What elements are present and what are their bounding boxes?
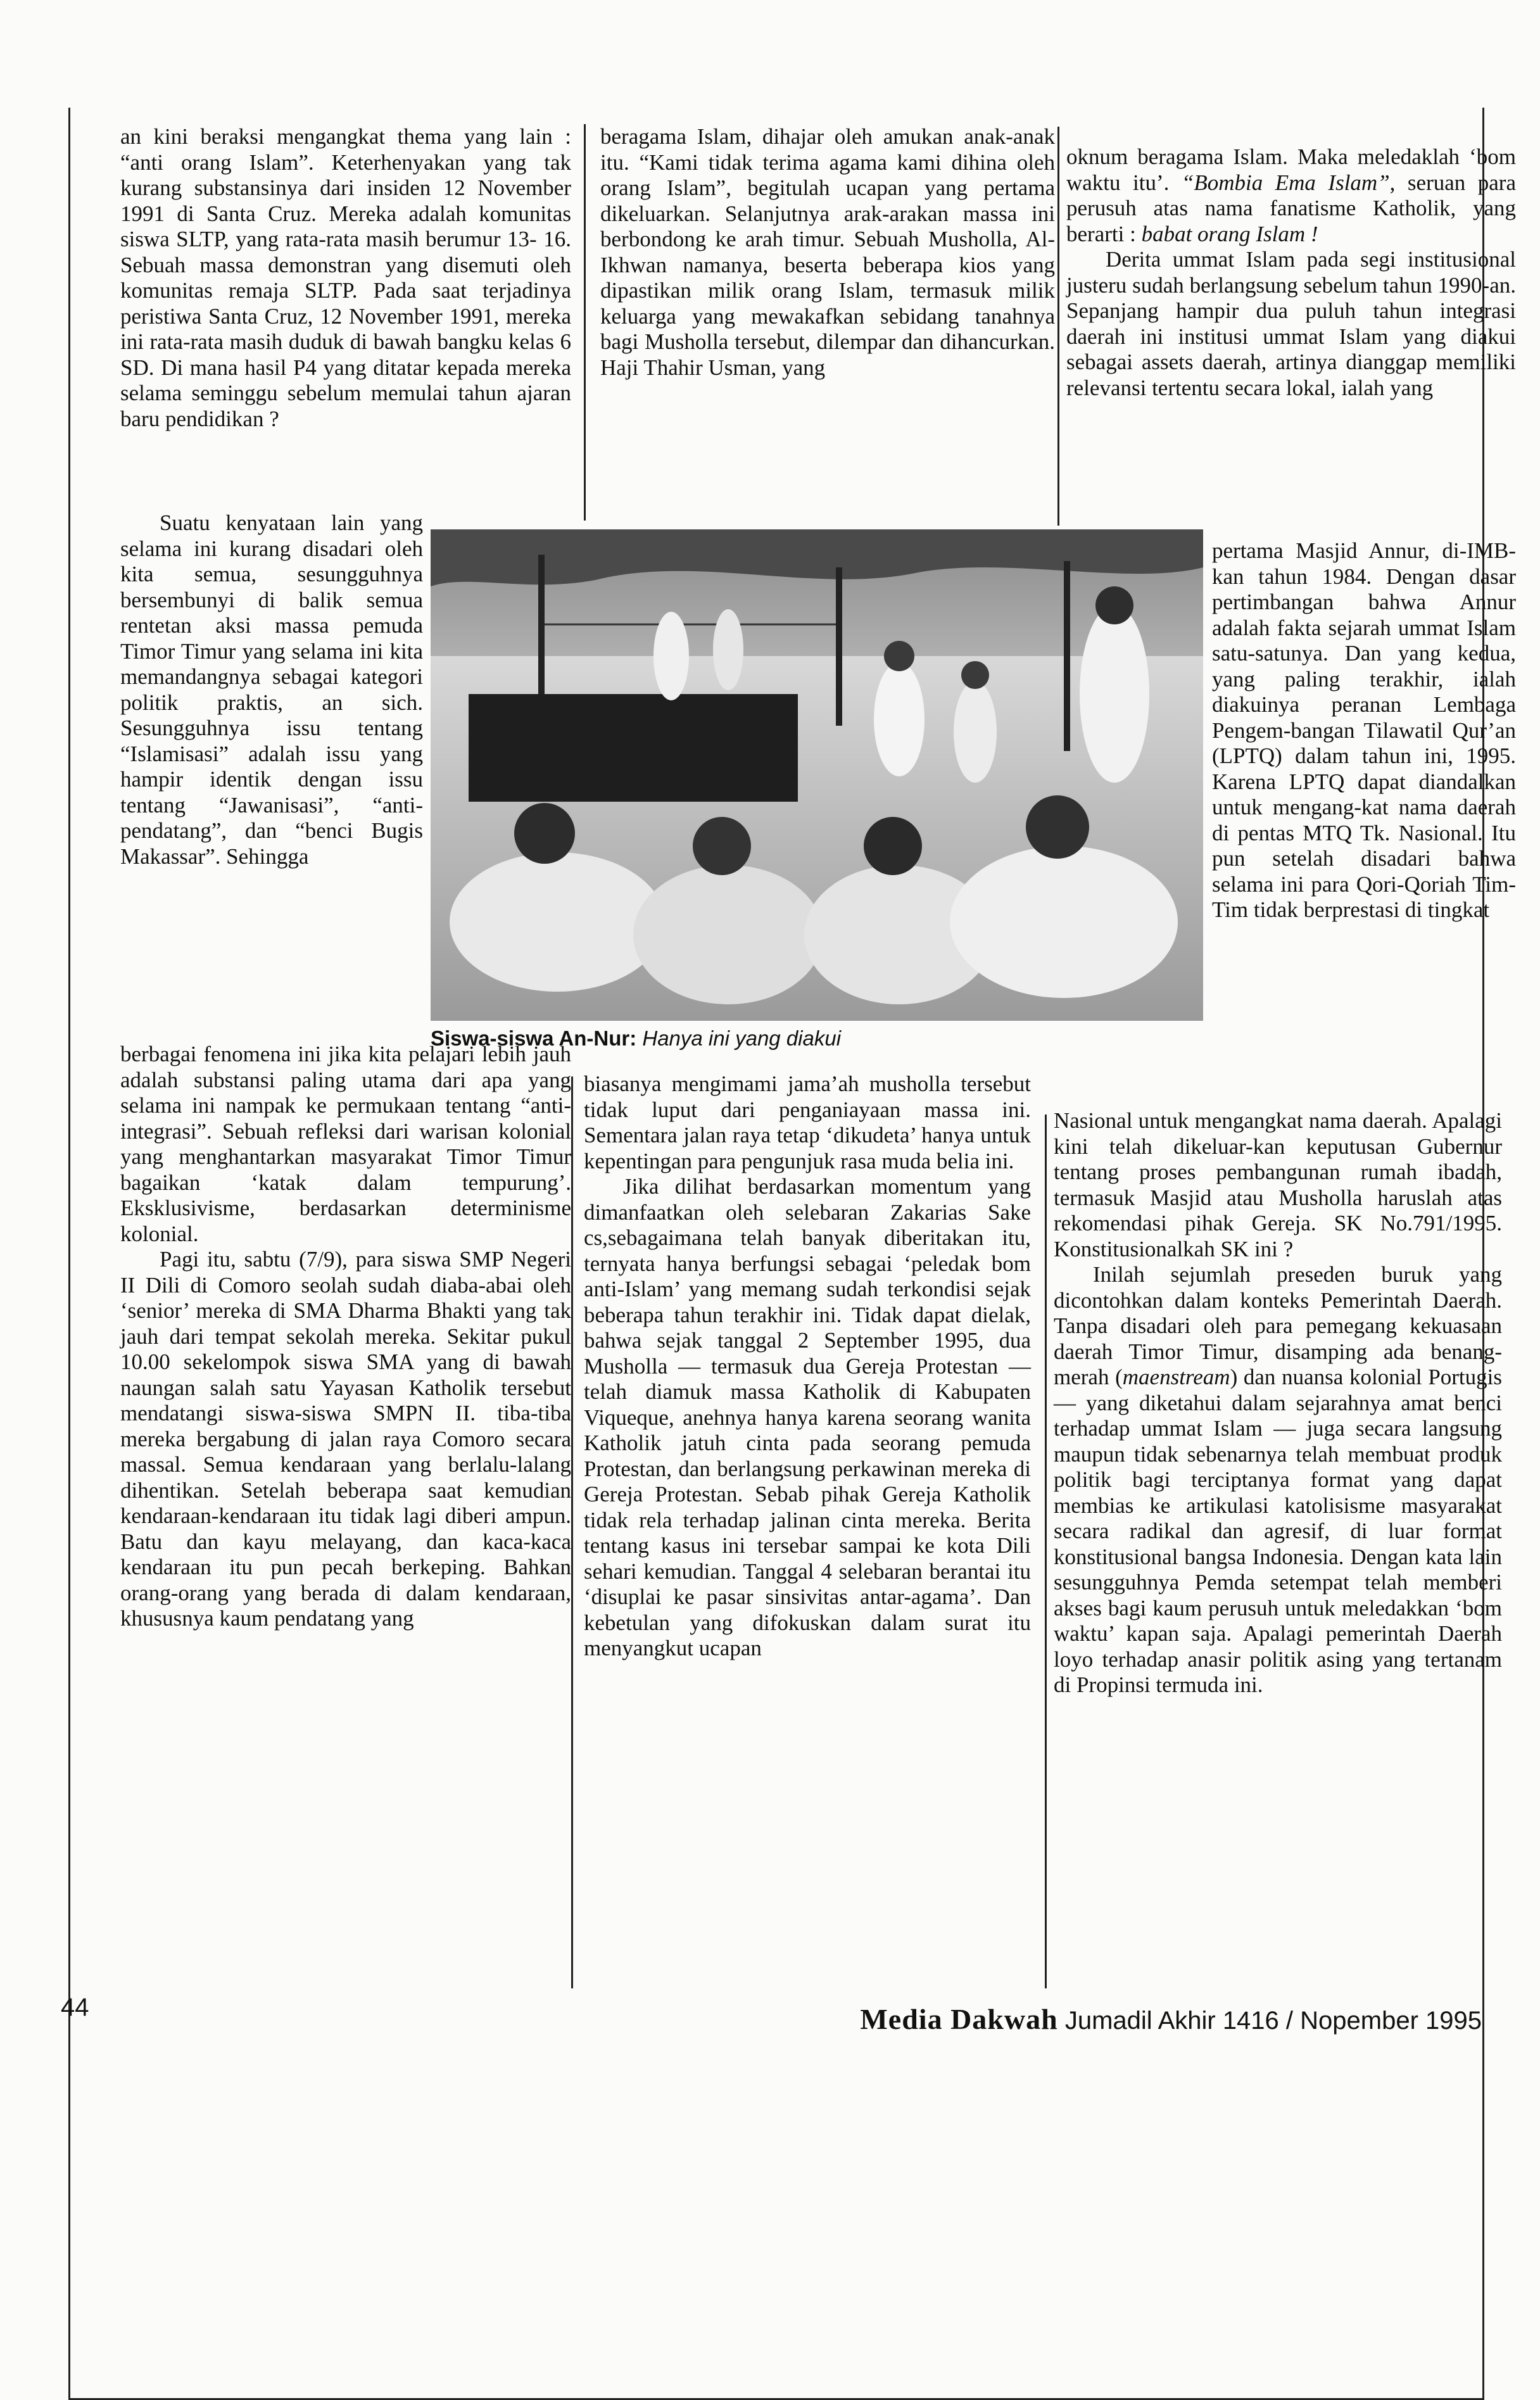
seated-head [693,817,751,875]
text-run: , seruan para perusuh atas nama fanatisme Katholik, yang berarti : [1066,170,1517,246]
article-paragraph: berbagai fenomena ini jika kita pelajari lebih jauh adalah substansi paling utama dari apa yang selama ini nampak ke permukaan tentang “anti-integrasi”. Sebuah refleksi dari warisan kolonial yang menghantarkan masyarakat Timor Timur bagaikan ‘katak dalam tempurung’. Eksklusivisme, berdasarkan determinisme kolonial. [120,1042,571,1246]
article-paragraph [1054,1262,1502,1698]
column-2-top [600,124,1055,381]
student-head [961,661,989,689]
publication-footer [860,2002,1482,2036]
column-2-bottom [584,1071,1031,1662]
student [653,612,689,700]
article-paragraph: an kini beraksi mengangkat thema yang lain : “anti orang Islam”. Keterhenyakan yang tak kurang substansinya dari insiden 12 November 1991 di Santa Cruz. Mereka adalah komunitas siswa SLTP, yang rata-rata masih berumur 13- 16. Sebuah massa demonstran yang disemuti oleh komunitas remaja SLTP. Pada saat terjadinya peristiwa Santa Cruz, 12 November 1991, mereka ini rata-rata masih duduk di bawah bangku kelas 6 SD. Di mana hasil P4 yang ditatar kepada mereka selama seminggu sebelum memulai tahun ajaran baru pendidikan ? [120,124,571,431]
article-paragraph: beragama Islam, dihajar oleh amukan anak-anak itu. “Kami tidak terima agama kami dihina oleh orang Islam”, begitulah ucapan yang pertama dikeluarkan. Selanjutnya arak-arakan massa ini berbondong ke arah timur. Sebuah Musholla, Al-Ikhwan namanya, beserta beberapa kios yang dipastikan milik orang Islam, termasuk milik keluarga yang mewakafkan sebidang tanahnya bagi Musholla tersebut, dilempar dan dihancurkan. Haji Thahir Usman, yang [600,124,1055,380]
italic-run: “Bombia Ema Islam” [1181,170,1390,195]
text-run: ) dan nuansa kolonial Portugis — yang diketahui dalam sejarahnya amat benci terhadap ummat Islam — juga secara langsung maupun tidak sebenarnya telah membuat produk politik bagi terciptanya format yang dapat membias ke artikulasi katolisisme masyarakat secara radikal dan agresif, di luar format konstitusional bangsa Indonesia. Dengan kata lain sesungguhnya Pemda setempat telah memberi akses bagi kaum perusuh untuk meledakkan ‘bom waktu’ kapan saja. Apalagi pemerintah Daerah loyo terhadap anasir politik asing yang tertanam di Propinsi termuda ini. [1054,1365,1503,1697]
article-paragraph: pertama Masjid Annur, di-IMB-kan tahun 1984. Dengan dasar pertimbangan bahwa Annur adalah fakta sejarah ummat Islam satu-satunya. Dan yang kedua, yang paling terakhir, ialah diakuinya peranan Lembaga Pengem-bangan Tilawatil Qur’an (LPTQ) dalam tahun ini, 1995. Karena LPTQ dapat diandalkan untuk mengang-kat nama daerah di pentas MTQ Tk. Nasional. Itu pun setelah disadari bahwa selama ini para Qori-Qoriah Tim-Tim tidak berprestasi di tingkat [1212,538,1516,922]
article-paragraph: biasanya mengimami jama’ah musholla tersebut tidak luput dari penganiayaan massa ini. Sementara jalan raya tetap ‘dikudeta’ hanya untuk kepentingan para pengunjuk rasa muda belia ini. [584,1071,1031,1173]
student [954,681,997,783]
publication-name: Media Dakwah [860,2003,1058,2035]
stage [469,694,798,802]
article-photo [431,529,1203,1021]
article-paragraph: Derita ummat Islam pada segi institusional justeru sudah berlangsung sebelum tahun 1990-an. Sepanjang hampir dua puluh tahun integrasi daerah ini institusi ummat Islam yang diakui sebagai assets daerah, artinya dianggap memiliki relevansi tertentu secara lokal, ialah yang [1066,247,1516,400]
student [874,662,925,776]
italic-run: babat orang Islam ! [1141,221,1318,246]
column-divider-4 [1045,1115,1047,1988]
text-run: Inilah sejumlah preseden buruk yang dicontohkan dalam konteks Pemerintah Daerah. Tanpa disadari oleh para pemegang kekuasaan daerah Timor Timur, disamping ada benang-merah ( [1054,1262,1502,1389]
column-3-side [1212,538,1516,923]
italic-run: maenstream [1122,1365,1230,1389]
caption-text: Hanya ini yang diakui [642,1026,842,1050]
seated-student [450,852,665,992]
article-paragraph: Suatu kenyataan lain yang selama ini kurang disadari oleh kita semua, sesungguhnya bersembunyi di balik semua rentetan aksi massa pemuda Timor Timur yang selama ini kita memandangnya sebagai kategori politik praktis, an sich. Sesungguhnya issu tentang “Islamisasi” adalah issu yang hampir identik dengan issu tentang “Jawanisasi”, “anti-pendatang”, dan “benci Bugis Makassar”. Sehingga [120,510,423,869]
text-run: oknum beragama Islam. Maka meledaklah ‘bom waktu itu’. [1066,144,1516,195]
photo-caption [431,1026,1203,1051]
article-paragraph: Pagi itu, sabtu (7/9), para siswa SMP Negeri II Dili di Comoro seolah sudah diaba-abai oleh ‘senior’ mereka di SMA Dharma Bhakti yang tak jauh dari tempat sekolah mereka. Sekitar pukul 10.00 sekelompok siswa SMA yang di bawah naungan salah satu Yayasan Katholik tersebut mendatangi siswa-siswa SMPN II. tiba-tiba mereka bergabung di jalan raya Comoro secara massal. Semua kendaraan yang berlalu-lalang dihentikan. Setelah beberapa saat kemudian kendaraan-kendaraan itu tidak lagi diberi ampun. Batu dan kayu melayang, dan kaca-kaca kendaraan itu pun pecah berkeping. Bahkan orang-orang yang berada di dalam kendaraan, khususnya kaum pendatang yang [120,1247,571,1631]
caption-label: Siswa-siswa An-Nur: [431,1026,637,1050]
seated-head [514,803,575,864]
issue-date: Jumadil Akhir 1416 / Nopember 1995 [1064,2007,1482,2035]
seated-student [633,865,823,1004]
pole [1064,561,1070,751]
student [713,609,743,690]
column-1-top [120,124,571,432]
article-paragraph: Jika dilihat berdasarkan momentum yang dimanfaatkan oleh selebaran Zakarias Sake cs,sebagaimana telah banyak diberitakan itu, ternyata hanya berfungsi sebagai ‘peledak bom anti-Islam’ yang memang sudah terkondisi sejak beberapa tahun terakhir ini. Tidak dapat dielak, bahwa sejak tanggal 2 September 1995, dua Musholla — termasuk dua Gereja Protestan — telah diamuk massa Katholik di Kabupaten Viqueque, anehnya hanya karena seorang wanita Katholik jatuh cinta pada seorang pemuda Protestan, dan berlangsung perkawinan mereka di Gereja Protestan. Sebab pihak Gereja Katholik tidak rela terhadap jalinan cinta mereka. Berita tentang kasus ini tersebar sampai ke kota Dili sehari kemudian. Tanggal 4 selebaran berantai itu ‘disuplai ke pasar sinsivitas antar-agama’. Dan kebetulan yang difokuskan dalam surat itu menyangkut ucapan [584,1174,1031,1660]
student-head [1095,586,1133,624]
pole [836,567,842,726]
page-number: 44 [61,1993,89,2021]
seated-student [950,846,1178,998]
column-3-top [1066,144,1516,401]
article-paragraph: Nasional untuk mengangkat nama daerah. Apalagi kini telah dikeluar-kan keputusan Gubernur tentang proses pembangunan rumah ibadah, termasuk Masjid atau Musholla haruslah atas rekomendasi pihak Gereja. SK No.791/1995. Konstitusionalkah SK ini ? [1054,1108,1502,1261]
column-divider-2 [1057,127,1059,526]
photo-illustration [431,529,1203,1021]
column-1-bottom [120,1042,571,1632]
article-paragraph [1066,144,1516,247]
column-divider-3 [571,1077,573,1988]
seated-head [864,817,922,875]
column-1-side [120,510,423,869]
student-head [884,641,914,671]
column-divider-1 [584,124,586,521]
seated-head [1026,795,1089,859]
column-3-bottom [1054,1108,1502,1698]
student [1080,605,1149,783]
